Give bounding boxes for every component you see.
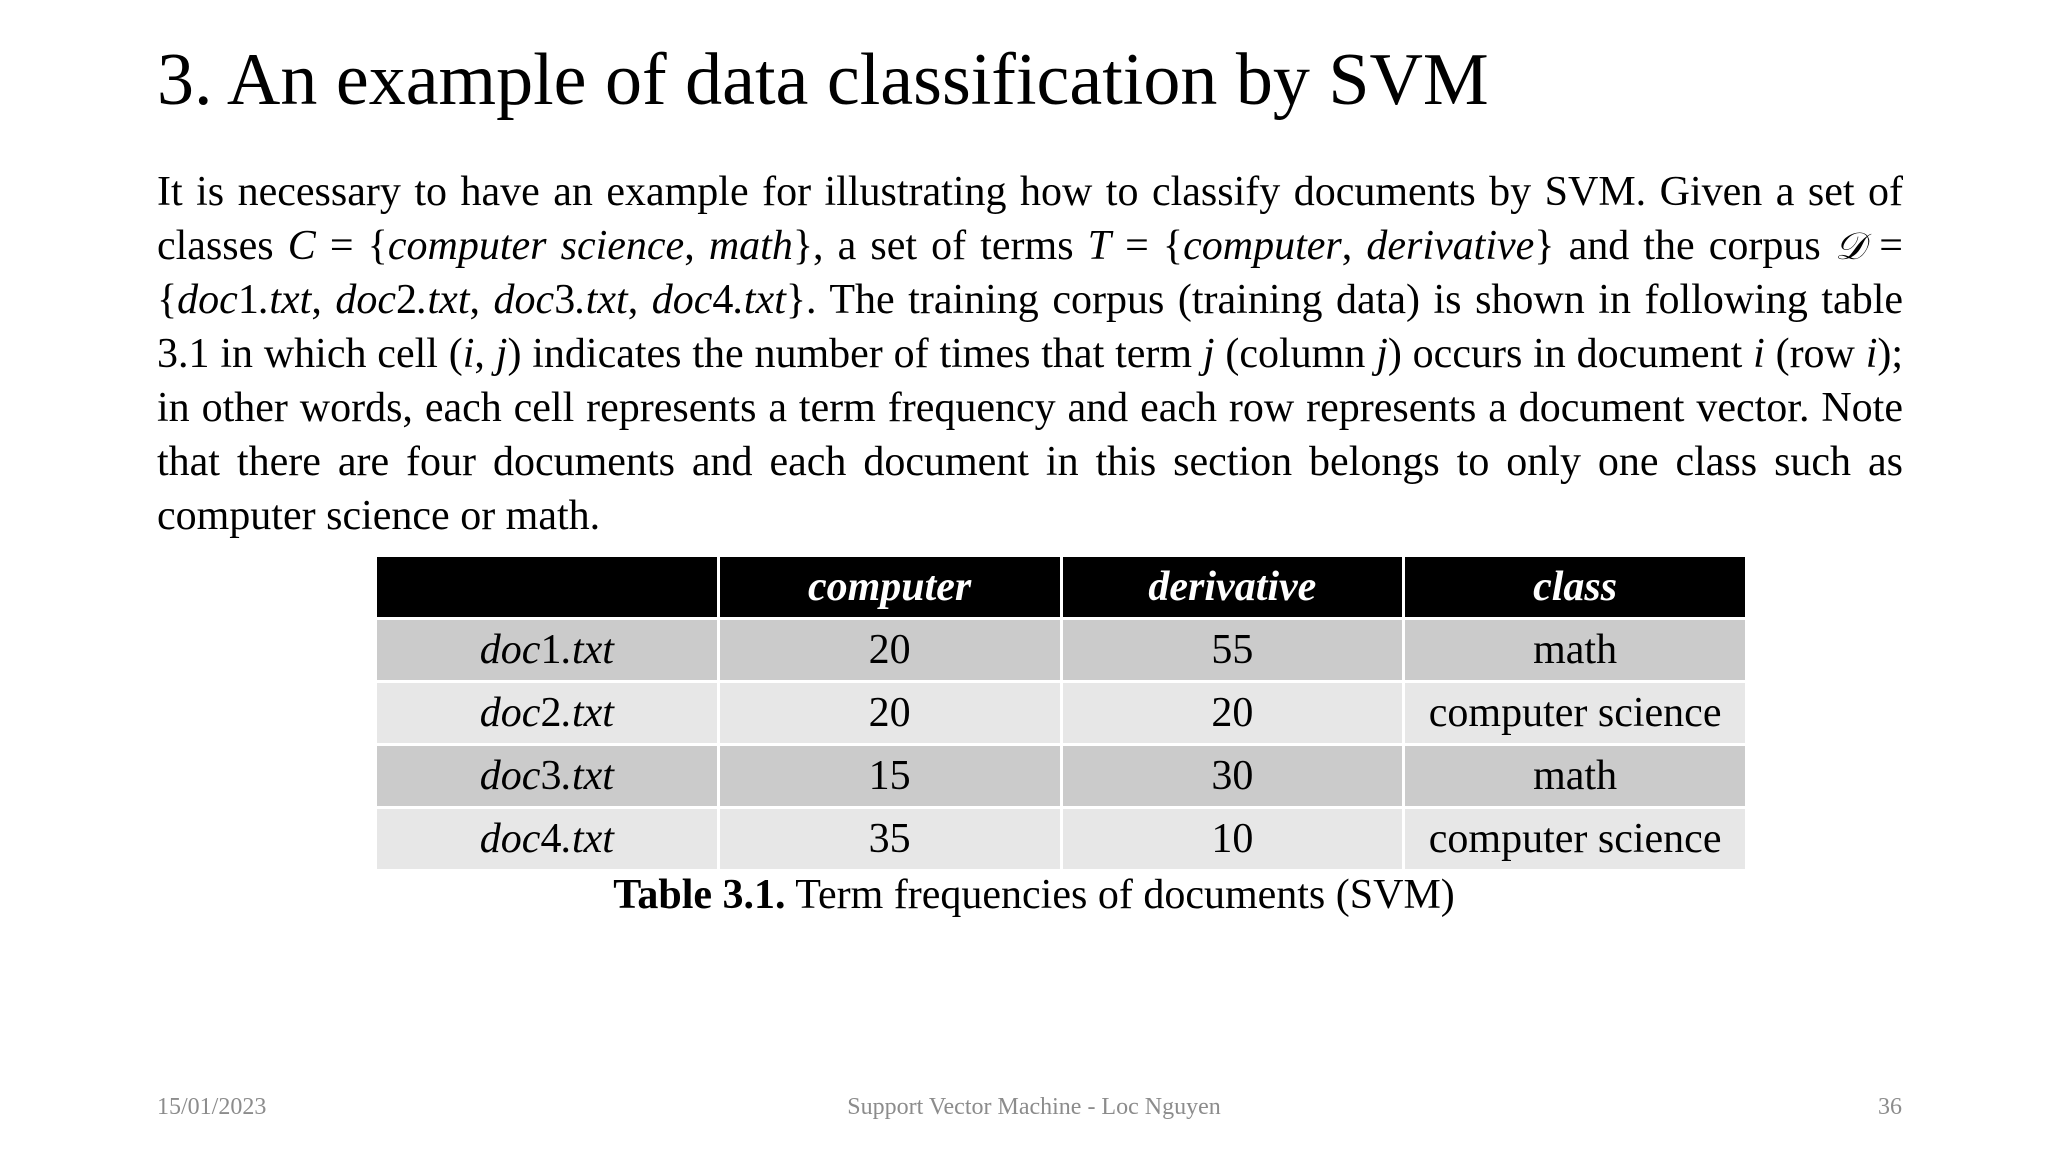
doc-prefix: doc xyxy=(479,690,541,736)
paragraph-text: ); in other words, each cell represents a term frequency and each row represents a document vector. Note that there are four documents and each document in this section belongs to only one class such as computer science or math. xyxy=(157,331,1904,539)
paragraph-text: ) indicates the number of times that term xyxy=(507,331,1203,377)
paragraph-text: = { xyxy=(315,223,388,269)
corpus-symbol: 𝒟 xyxy=(1834,224,1866,268)
term-name: derivative xyxy=(1366,223,1535,269)
class-cell: math xyxy=(1404,745,1747,808)
class-name: math xyxy=(708,223,793,269)
paragraph-text: (column xyxy=(1214,331,1377,377)
class-cell: computer science xyxy=(1404,682,1747,745)
doc-suffix: .txt xyxy=(561,753,614,799)
index-symbol: j xyxy=(1376,331,1388,377)
doc-prefix: doc xyxy=(479,627,541,673)
term-name: computer xyxy=(1183,223,1342,269)
doc-extension: .txt xyxy=(575,277,628,323)
table-row xyxy=(376,745,1747,808)
page-number: 36 xyxy=(1878,1094,1902,1120)
doc-number: 1 xyxy=(237,277,259,323)
paragraph-text: , xyxy=(311,277,336,323)
computer-cell: 35 xyxy=(718,808,1061,871)
class-set-symbol: C xyxy=(287,223,316,269)
paragraph-text: ) occurs in document xyxy=(1387,331,1754,377)
header-cell-class: class xyxy=(1404,556,1747,619)
table-caption xyxy=(0,868,2048,922)
doc-name: doc xyxy=(177,277,238,323)
index-symbol: i xyxy=(1865,331,1878,377)
paragraph-text: = { xyxy=(1111,223,1184,269)
derivative-cell: 30 xyxy=(1061,745,1404,808)
doc-cell xyxy=(376,682,719,745)
doc-name: doc xyxy=(493,277,555,323)
paragraph-text: }, a set of terms xyxy=(792,223,1088,269)
paragraph-text: It is necessary to have an example for illustrating how to classify documents by SVM. Given a set of classes xyxy=(157,169,1903,269)
doc-cell xyxy=(376,745,719,808)
header-cell-computer: computer xyxy=(718,556,1061,619)
doc-number: 4 xyxy=(712,277,734,323)
class-cell: computer science xyxy=(1404,808,1747,871)
derivative-cell: 55 xyxy=(1061,619,1404,682)
doc-suffix: .txt xyxy=(561,690,614,736)
class-cell: math xyxy=(1404,619,1747,682)
derivative-cell: 10 xyxy=(1061,808,1404,871)
body-paragraph xyxy=(157,165,1903,543)
doc-cell xyxy=(376,619,719,682)
index-symbol: j xyxy=(495,331,508,377)
doc-name: doc xyxy=(335,277,397,323)
doc-name: doc xyxy=(651,277,713,323)
doc-cell xyxy=(376,808,719,871)
doc-suffix: .txt xyxy=(561,816,614,862)
doc-number: 4 xyxy=(540,816,562,862)
slide-title: 3. An example of data classification by SVM xyxy=(157,39,1489,121)
table-row xyxy=(376,808,1747,871)
table-row xyxy=(376,619,1747,682)
paragraph-text: }. The training corpus (training data) is shown in following table 3.1 in which cell ( xyxy=(157,277,1903,377)
paragraph-text: , xyxy=(684,223,709,269)
caption-label: Table 3.1. xyxy=(613,872,786,918)
paragraph-text: } and the corpus xyxy=(1534,223,1835,269)
doc-number: 1 xyxy=(540,627,562,673)
footer-date: 15/01/2023 xyxy=(157,1094,267,1120)
header-cell-derivative: derivative xyxy=(1061,556,1404,619)
doc-extension: .txt xyxy=(258,277,312,323)
doc-prefix: doc xyxy=(479,816,541,862)
doc-extension: .txt xyxy=(733,277,786,323)
index-symbol: i xyxy=(462,331,475,377)
doc-number: 3 xyxy=(540,753,562,799)
table-row xyxy=(376,682,1747,745)
computer-cell: 20 xyxy=(718,682,1061,745)
doc-suffix: .txt xyxy=(561,627,614,673)
doc-number: 2 xyxy=(396,277,418,323)
table-header-row xyxy=(376,556,1747,619)
caption-text: Term frequencies of documents (SVM) xyxy=(785,872,1455,918)
paragraph-text: , xyxy=(1341,223,1367,269)
footer-title: Support Vector Machine - Loc Nguyen xyxy=(847,1094,1221,1120)
header-cell-empty xyxy=(376,556,719,619)
paragraph-text: , xyxy=(627,277,652,323)
doc-number: 2 xyxy=(540,690,562,736)
term-frequency-table xyxy=(374,554,1748,872)
derivative-cell: 20 xyxy=(1061,682,1404,745)
doc-prefix: doc xyxy=(479,753,541,799)
paragraph-text: , xyxy=(474,331,496,377)
doc-number: 3 xyxy=(554,277,576,323)
class-name: computer science xyxy=(387,223,685,269)
paragraph-text: (row xyxy=(1764,331,1866,377)
computer-cell: 15 xyxy=(718,745,1061,808)
paragraph-text: = { xyxy=(157,223,1903,323)
term-set-symbol: T xyxy=(1087,223,1112,269)
index-symbol: j xyxy=(1202,331,1215,377)
paragraph-text: , xyxy=(469,277,494,323)
computer-cell: 20 xyxy=(718,619,1061,682)
index-symbol: i xyxy=(1753,331,1765,377)
doc-extension: .txt xyxy=(417,277,470,323)
